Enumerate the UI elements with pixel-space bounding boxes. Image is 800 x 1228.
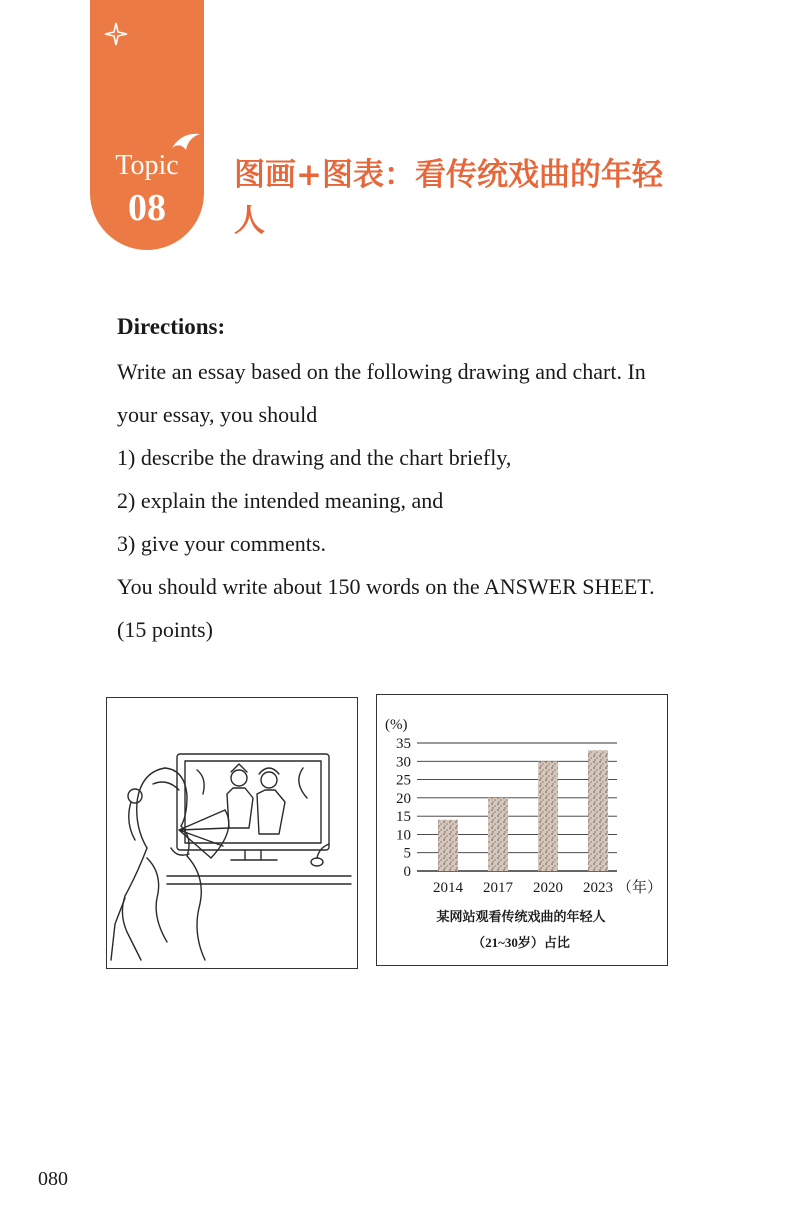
directions-line: 2) explain the intended meaning, and [117, 488, 444, 513]
page-title: 图画+图表：看传统戏曲的年轻人 [234, 157, 663, 239]
y-tick-label: 20 [396, 790, 411, 807]
directions-line: 3) give your comments. [117, 531, 326, 556]
y-tick-label: 5 [403, 845, 411, 862]
y-tick-label: 0 [403, 864, 411, 880]
page-number: 080 [38, 1168, 68, 1190]
x-tick-label: 2020 [533, 880, 563, 896]
chart-caption-line-2: （21~30岁）占比 [472, 935, 570, 950]
bar-2017 [488, 798, 508, 871]
directions-line: Write an essay based on the following drawing and chart. In your essay, you should [117, 359, 646, 427]
y-axis-label: (%) [385, 717, 408, 733]
directions-line: You should write about 150 words on the ANSWER SHEET. (15 points) [117, 574, 655, 642]
bar-chart [377, 695, 666, 964]
bar-2014 [438, 820, 458, 871]
drawing-illustration [107, 698, 356, 967]
topic-tab [90, 0, 204, 250]
x-tick-label: 2014 [433, 880, 463, 896]
bar-2020 [538, 761, 558, 871]
y-tick-label: 35 [396, 736, 411, 752]
y-tick-label: 25 [396, 772, 411, 789]
chart-caption-line-1: 某网站观看传统戏曲的年轻人 [436, 909, 606, 924]
topic-label: Topic [115, 150, 179, 181]
x-tick-label: 2017 [483, 880, 513, 896]
y-tick-label: 30 [396, 754, 411, 771]
x-tick-label: 2023 [583, 880, 613, 896]
y-tick-label: 15 [396, 809, 411, 826]
drawing-panel [106, 697, 358, 969]
bar-2023 [588, 750, 608, 871]
sparkle-icon [104, 22, 128, 46]
y-tick-label: 10 [396, 827, 411, 844]
directions-body [117, 350, 677, 651]
chart-panel [376, 694, 668, 966]
directions-line: 1) describe the drawing and the chart briefly, [117, 445, 512, 470]
x-axis-label: （年） [617, 880, 663, 896]
topic-number: 08 [128, 187, 166, 229]
directions-label: Directions: [117, 314, 226, 339]
